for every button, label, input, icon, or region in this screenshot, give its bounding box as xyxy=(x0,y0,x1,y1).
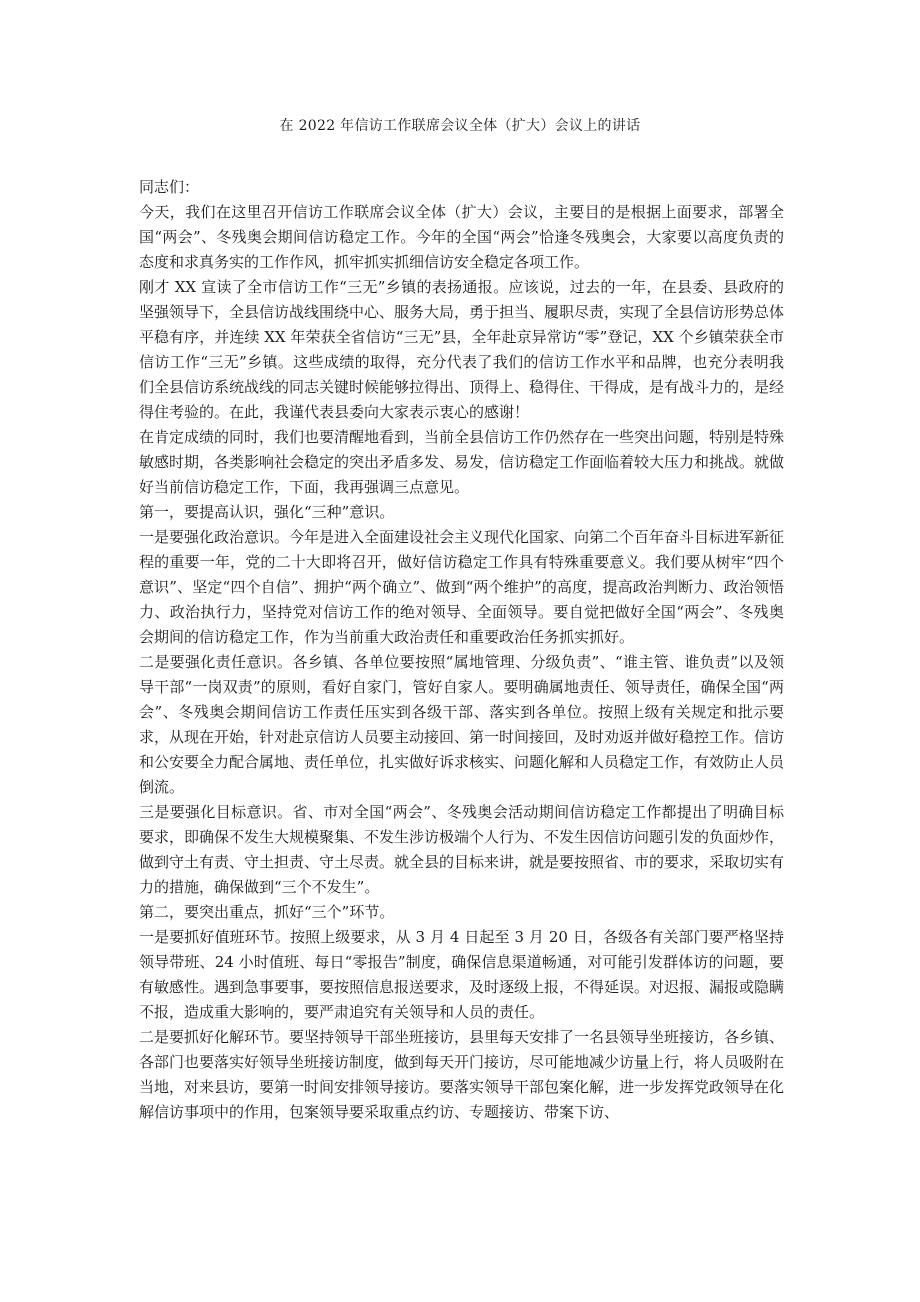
paragraph: 今天，我们在这里召开信访工作联席会议全体（扩大）会议，主要目的是根据上面要求，部署全国“两会”、冬残奥会期间信访稳定工作。今年的全国“两会”恰逢冬残奥会，大家要以高度负责的态度和求真务实的工作作风，抓牢抓实抓细信访安全稳定各项工作。 xyxy=(139,203,784,271)
paragraph: 在肯定成绩的同时，我们也要清醒地看到，当前全县信访工作仍然存在一些突出问题，特别是特殊敏感时期，各类影响社会稳定的突出矛盾多发、易发，信访稳定工作面临着较大压力和挑战。就做好当前信访稳定工作，下面，我再强调三点意见。 xyxy=(139,428,785,496)
paragraph: 二是要抓好化解环节。要坚持领导干部坐班接访，县里每天安排了一名县领导坐班接访，各乡镇、各部门也要落实好领导坐班接访制度，做到每天开门接访，尽可能地减少访量上行，将人员吸附在当地，对来县访，要第一时间安排领导接访。要落实领导干部包案化解，进一步发挥党政领导在化解信访事项中的作用，包案领导要采取重点约访、专题接访、带案下访、 xyxy=(139,1028,785,1121)
section-heading: 第二，要突出重点，抓好“三个”环节。 xyxy=(139,903,395,921)
paragraph: 刚才 XX 宣读了全市信访工作“三无”乡镇的表扬通报。应该说，过去的一年，在县委、县政府的坚强领导下，全县信访战线围绕中心、服务大局，勇于担当、履职尽责，实现了全县信访形势总体平稳有序，并连续 XX 年荣获全省信访“三无”县，全年赴京异常访“零”登记，XX 个乡镇荣获全市信访工作“三无”乡镇。这些成绩的取得，充分代表了我们的信访工作水平和品牌，也充分表明我们全县信访系统战线的同志关键时候能够拉得出、顶得上、稳得住、干得成，是有战斗力的，是经得住考验的。在此，我谨代表县委向大家表示衷心的感谢！ xyxy=(139,278,785,421)
paragraph-salutation: 同志们： xyxy=(139,178,200,196)
document-body xyxy=(139,175,784,1125)
section-heading: 第一，要提高认识，强化“三种”意识。 xyxy=(139,503,395,521)
paragraph: 一是要强化政治意识。今年是进入全面建设社会主义现代化国家、向第二个百年奋斗目标进军新征程的重要一年，党的二十大即将召开，做好信访稳定工作具有特殊重要意义。我们要从树牢“四个意识”、坚定“四个自信”、拥护“两个确立”、做到“两个维护”的高度，提高政治判断力、政治领悟力、政治执行力，坚持党对信访工作的绝对领导、全面领导。要自觉把做好全国“两会”、冬残奥会期间的信访稳定工作，作为当前重大政治责任和重要政治任务抓实抓好。 xyxy=(139,528,785,646)
paragraph: 一是要抓好值班环节。按照上级要求，从 3 月 4 日起至 3 月 20 日，各级各有关部门要严格坚持领导带班、24 小时值班、每日“零报告”制度，确保信息渠道畅通，对可能引发群体访的问题，要有敏感性。遇到急事要事，要按照信息报送要求，及时逐级上报，不得延误。对迟报、漏报或隐瞒不报，造成重大影响的，要严肃追究有关领导和人员的责任。 xyxy=(139,928,785,1021)
document-title: 在 2022 年信访工作联席会议全体（扩大）会议上的讲话 xyxy=(279,118,641,134)
paragraph: 三是要强化目标意识。省、市对全国“两会”、冬残奥会活动期间信访稳定工作都提出了明确目标要求，即确保不发生大规模聚集、不发生涉访极端个人行为、不发生因信访问题引发的负面炒作，做到守土有责、守土担责、守土尽责。就全县的目标来讲，就是要按照省、市的要求，采取切实有力的措施，确保做到“三个不发生”。 xyxy=(139,803,785,896)
paragraph: 二是要强化责任意识。各乡镇、各单位要按照“属地管理、分级负责”、“谁主管、谁负责”以及领导干部“一岗双责”的原则，看好自家门，管好自家人。要明确属地责任、领导责任，确保全国“两会”、冬残奥会期间信访工作责任压实到各级干部、落实到各单位。按照上级有关规定和批示要求，从现在开始，针对赴京信访人员要主动接回、第一时间接回，及时劝返并做好稳控工作。信访和公安要全力配合属地、责任单位，扎实做好诉求核实、问题化解和人员稳定工作，有效防止人员倒流。 xyxy=(139,653,785,796)
